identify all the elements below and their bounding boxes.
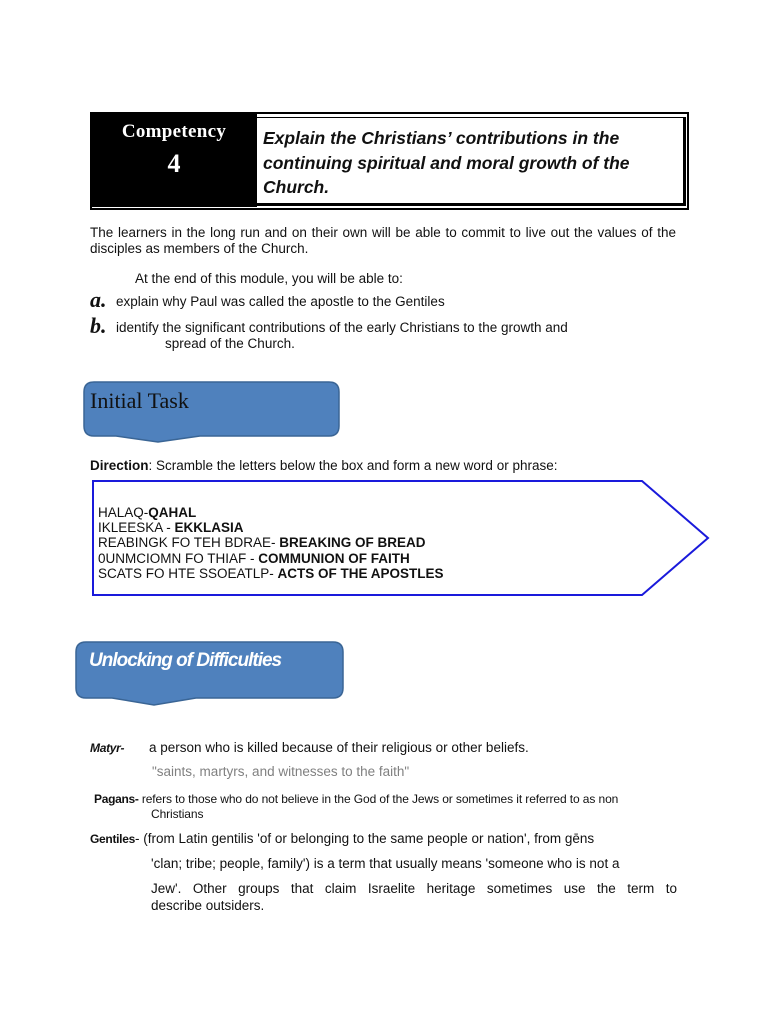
term-pagans-definition: refers to those who do not believe in the God of the Jews or sometimes it referred to as non [138, 792, 619, 806]
initial-task-title: Initial Task [90, 388, 189, 413]
competency-number: 4 [167, 149, 181, 178]
objective-a-text: explain why Paul was called the apostle to the Gentiles [116, 294, 445, 309]
objective-a-letter: a. [90, 287, 107, 312]
scramble-item: HALAQ-QAHAL [98, 505, 197, 520]
scramble-item: SCATS FO HTE SSOEATLP- ACTS OF THE APOSTLES [98, 565, 444, 581]
term-martyr-example: "saints, martyrs, and witnesses to the faith" [152, 764, 410, 779]
objective-b-text: identify the significant contributions of the early Christians to the growth and [116, 320, 568, 335]
direction-label: Direction [90, 458, 149, 473]
scramble-item: REABINGK FO TEH BDRAE- BREAKING OF BREAD [98, 535, 426, 551]
term-gentiles-definition: - (from Latin gentilis 'of or belonging to the same people or nation', from gēns [134, 831, 595, 846]
overview-paragraph: The learners in the long run and on their own will be able to commit to live out the values of the disciples as members of the Church. [90, 225, 676, 256]
competency-title: Explain the Christians’ contributions in the continuing spiritual and moral growth of the Church. [263, 128, 630, 197]
objective-b-letter: b. [90, 313, 107, 338]
term-martyr-definition: a person who is killed because of their religious or other beliefs. [149, 740, 529, 755]
term-pagans-definition-continued: Christians [151, 807, 204, 821]
term-gentiles-definition-3: Jew'. Other groups that claim Israelite heritage sometimes use the term to [151, 881, 677, 896]
direction-text: : Scramble the letters below the box and form a new word or phrase: [148, 458, 558, 473]
term-gentiles-line [90, 830, 594, 848]
term-martyr: Matyr- [90, 741, 125, 755]
term-gentiles-definition-4: describe outsiders. [151, 898, 265, 913]
scramble-item: 0UNMCIOMN FO THIAF - COMMUNION OF FAITH [98, 550, 410, 566]
unlocking-title: Unlocking of Difficulties [89, 650, 282, 671]
competency-label: Competency [121, 121, 227, 142]
term-gentiles-definition-2: 'clan; tribe; people, family') is a term that usually means 'someone who is not a [151, 856, 620, 871]
term-pagans: Pagans- [94, 792, 139, 806]
objective-b-text-continued: spread of the Church. [165, 336, 295, 351]
term-gentiles: Gentiles [90, 832, 135, 846]
objectives-intro: At the end of this module, you will be able to: [135, 271, 403, 286]
scramble-item: IKLEESKA - EKKLASIA [98, 520, 244, 536]
